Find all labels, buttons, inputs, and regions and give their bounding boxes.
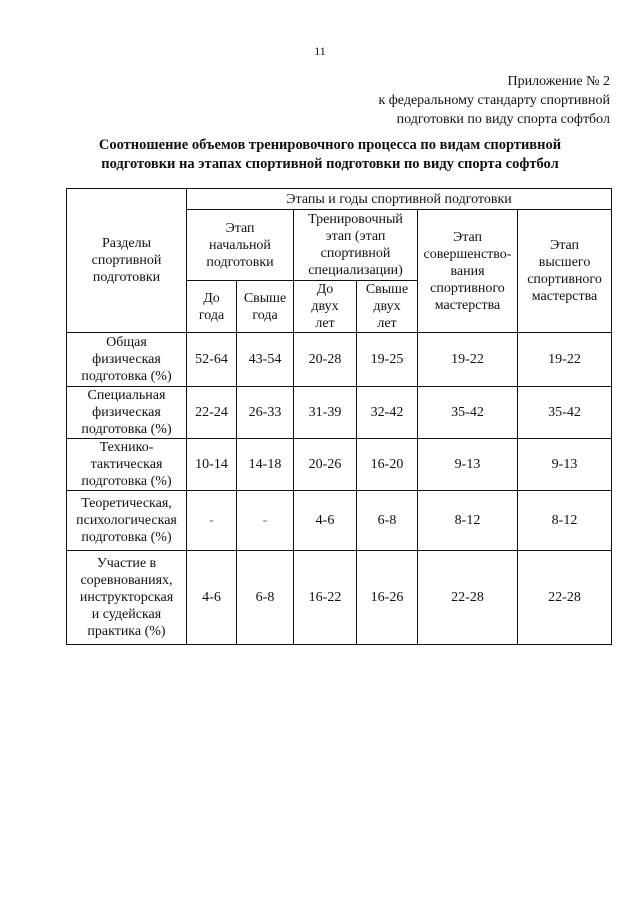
appendix-line-2: к федеральному стандарту спортивной xyxy=(378,93,610,108)
value-cell: 16-20 xyxy=(357,439,418,491)
value-cell: 19-25 xyxy=(357,333,418,387)
value-cell: 31-39 xyxy=(294,387,357,439)
table-row xyxy=(67,439,612,491)
table-row xyxy=(67,491,612,551)
row-label: Общая физическая подготовка (%) xyxy=(67,333,187,387)
value-cell: 6-8 xyxy=(357,491,418,551)
training-ratio-table xyxy=(66,188,612,645)
value-cell: 4-6 xyxy=(294,491,357,551)
row-label: Участие в соревнованиях, инструкторская и судейская практика (%) xyxy=(67,551,187,645)
row-label: Технико- тактическая подготовка (%) xyxy=(67,439,187,491)
row-header-cell: Разделы спортивной подготовки xyxy=(67,189,187,333)
value-cell: 35-42 xyxy=(518,387,612,439)
value-cell: 52-64 xyxy=(187,333,237,387)
value-cell: 20-28 xyxy=(294,333,357,387)
value-cell: 19-22 xyxy=(518,333,612,387)
value-cell: 35-42 xyxy=(418,387,518,439)
sub-header-over-two-years: Свыше двух лет xyxy=(357,281,418,333)
row-label: Теоретическая, психологическая подготовка (%) xyxy=(67,491,187,551)
table-row xyxy=(67,551,612,645)
title-line-1: Соотношение объемов тренировочного процесса по видам спортивной xyxy=(98,137,562,153)
value-cell: 20-26 xyxy=(294,439,357,491)
appendix-header xyxy=(378,72,610,129)
value-cell: 6-8 xyxy=(237,551,294,645)
stage-initial-header: Этап начальной подготовки xyxy=(187,210,294,281)
value-cell: 14-18 xyxy=(237,439,294,491)
table-row xyxy=(67,387,612,439)
sub-header-over-year: Свыше года xyxy=(237,281,294,333)
sub-header-up-to-two-years: До двух лет xyxy=(294,281,357,333)
value-cell: 9-13 xyxy=(518,439,612,491)
value-cell: 22-28 xyxy=(418,551,518,645)
appendix-line-3: подготовки по виду спорта софтбол xyxy=(396,112,610,127)
page-number: 11 xyxy=(314,44,326,58)
document-title xyxy=(60,136,600,174)
value-cell: 8-12 xyxy=(418,491,518,551)
value-cell: 26-33 xyxy=(237,387,294,439)
row-label: Специальная физическая подготовка (%) xyxy=(67,387,187,439)
stage-training-header: Тренировочный этап (этап спортивной специализации) xyxy=(294,210,418,281)
value-cell: 43-54 xyxy=(237,333,294,387)
title-line-2: подготовки на этапах спортивной подготовки по виду спорта софтбол xyxy=(101,156,559,172)
stage-improvement-header: Этап совершенство- вания спортивного мастерства xyxy=(418,210,518,333)
value-cell: 22-28 xyxy=(518,551,612,645)
value-cell: 8-12 xyxy=(518,491,612,551)
sub-header-up-to-year: До года xyxy=(187,281,237,333)
value-cell: 16-26 xyxy=(357,551,418,645)
stages-header: Этапы и годы спортивной подготовки xyxy=(187,189,612,210)
value-cell: 10-14 xyxy=(187,439,237,491)
value-cell: 22-24 xyxy=(187,387,237,439)
value-cell: 9-13 xyxy=(418,439,518,491)
stage-highest-header: Этап высшего спортивного мастерства xyxy=(518,210,612,333)
value-cell: - xyxy=(237,491,294,551)
value-cell: 4-6 xyxy=(187,551,237,645)
value-cell: - xyxy=(187,491,237,551)
appendix-line-1: Приложение № 2 xyxy=(507,74,610,89)
table-row xyxy=(67,333,612,387)
value-cell: 32-42 xyxy=(357,387,418,439)
value-cell: 16-22 xyxy=(294,551,357,645)
value-cell: 19-22 xyxy=(418,333,518,387)
